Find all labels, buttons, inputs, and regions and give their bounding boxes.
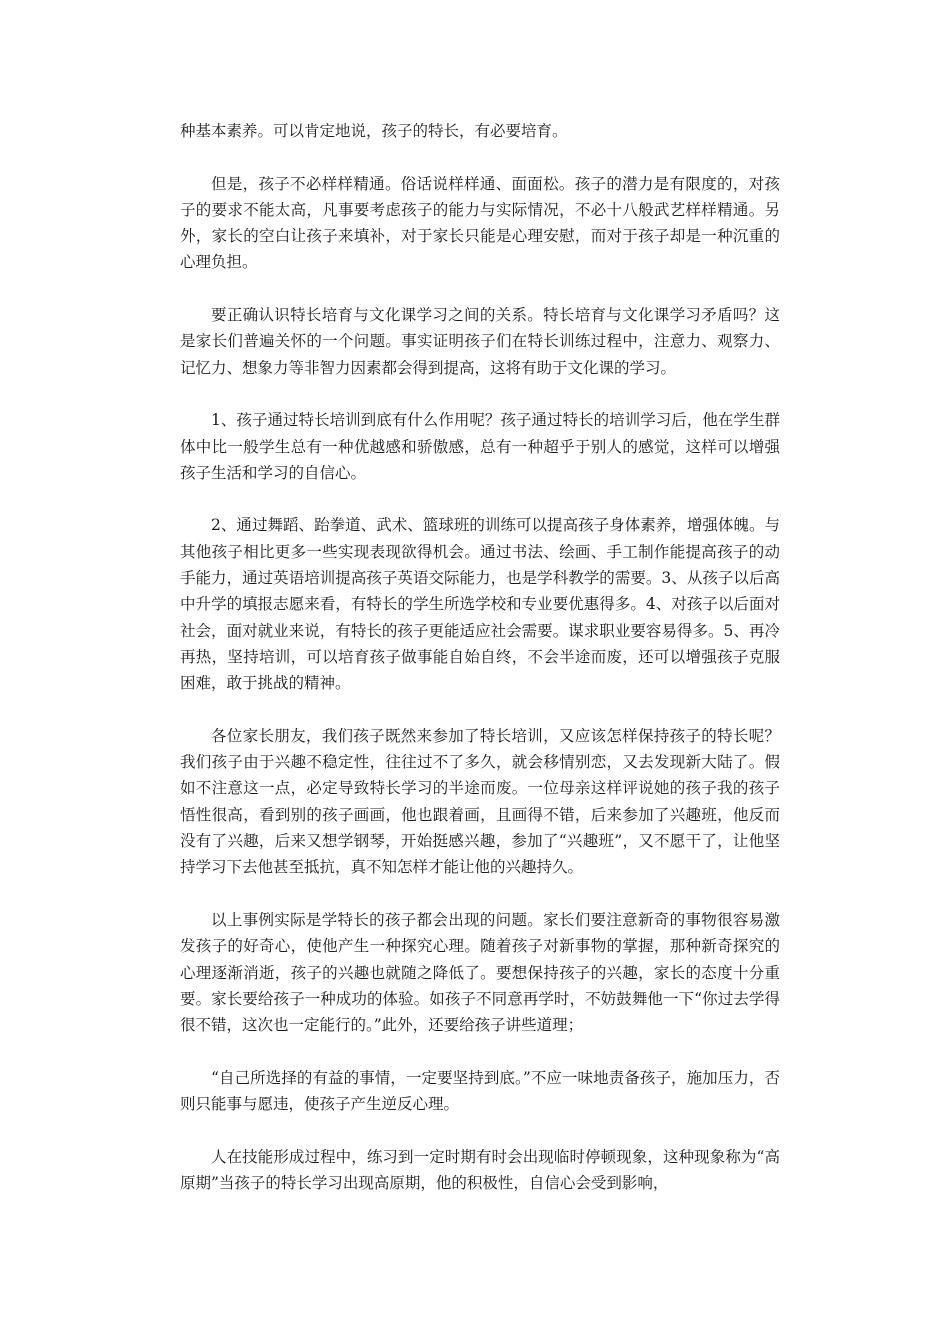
paragraph-7: 以上事例实际是学特长的孩子都会出现的问题。家长们要注意新奇的事物很容易激发孩子的好奇心，使他产生一种探究心理。随着孩子对新事物的掌握，那种新奇探究的心理逐渐消逝，孩子的兴趣也就随之降低了。要想保持孩子的兴趣，家长的态度十分重要。家长要给孩子一种成功的体验。如孩子不同意再学时，不妨鼓舞他一下“你过去学得很不错，这次也一定能行的。”此外，还要给孩子讲些道理；	[180, 910, 780, 1035]
paragraph-9: 人在技能形成过程中，练习到一定时期有时会出现临时停顿现象，这种现象称为“高原期”当孩子的特长学习出现高原期，他的积极性，自信心会受到影响，	[180, 1147, 780, 1192]
paragraph-5: 2、通过舞蹈、跆拳道、武术、篮球班的训练可以提高孩子身体素养，增强体魄。与其他孩子相比更多一些实现表现欲得机会。通过书法、绘画、手工制作能提高孩子的动手能力，通过英语培训提高孩子英语交际能力，也是学科教学的需要。3、从孩子以后高中升学的填报志愿来看，有特长的学生所选学校和专业要优惠得多。4、对孩子以后面对社会，面对就业来说，有特长的孩子更能适应社会需要。谋求职业要容易得多。5、再冷再热，坚持培训，可以培育孩子做事能自始自终，不会半途而废，还可以增强孩子克服困难，敢于挑战的精神。	[180, 516, 780, 693]
paragraph-8: “自己所选择的有益的事情，一定要坚持到底。”不应一味地责备孩子，施加压力，否则只能事与愿违，使孩子产生逆反心理。	[180, 1068, 780, 1113]
document-body	[180, 118, 780, 1222]
paragraph-6: 各位家长朋友，我们孩子既然来参加了特长培训，又应该怎样保持孩子的特长呢？我们孩子由于兴趣不稳定性，往往过不了多久，就会移情别恋，又去发现新大陆了。假如不注意这一点，必定导致特长学习的半途而废。一位母亲这样评说她的孩子我的孩子悟性很高，看到别的孩子画画，他也跟着画，且画得不错，后来参加了兴趣班，他反而没有了兴趣，后来又想学钢琴，开始挺感兴趣，参加了“兴趣班”，又不愿干了，让他坚持学习下去他甚至抵抗，真不知怎样才能让他的兴趣持久。	[180, 726, 780, 877]
paragraph-1: 种基本素养。可以肯定地说，孩子的特长，有必要培育。	[180, 122, 568, 140]
paragraph-2: 但是，孩子不必样样精通。俗话说样样通、面面松。孩子的潜力是有限度的，对孩子的要求不能太高，凡事要考虑孩子的能力与实际情况，不必十八般武艺样样精通。另外，家长的空白让孩子来填补，对于家长只能是心理安慰，而对于孩子却是一种沉重的心理负担。	[180, 174, 780, 272]
paragraph-4: 1、孩子通过特长培训到底有什么作用呢？孩子通过特长的培训学习后，他在学生群体中比一般学生总有一种优越感和骄傲感，总有一种超乎于别人的感觉，这样可以增强孩子生活和学习的自信心。	[180, 411, 780, 482]
paragraph-3: 要正确认识特长培育与文化课学习之间的关系。特长培育与文化课学习矛盾吗？这是家长们普遍关怀的一个问题。事实证明孩子们在特长训练过程中，注意力、观察力、记忆力、想象力等非智力因素都会得到提高，这将有助于文化课的学习。	[180, 306, 780, 377]
